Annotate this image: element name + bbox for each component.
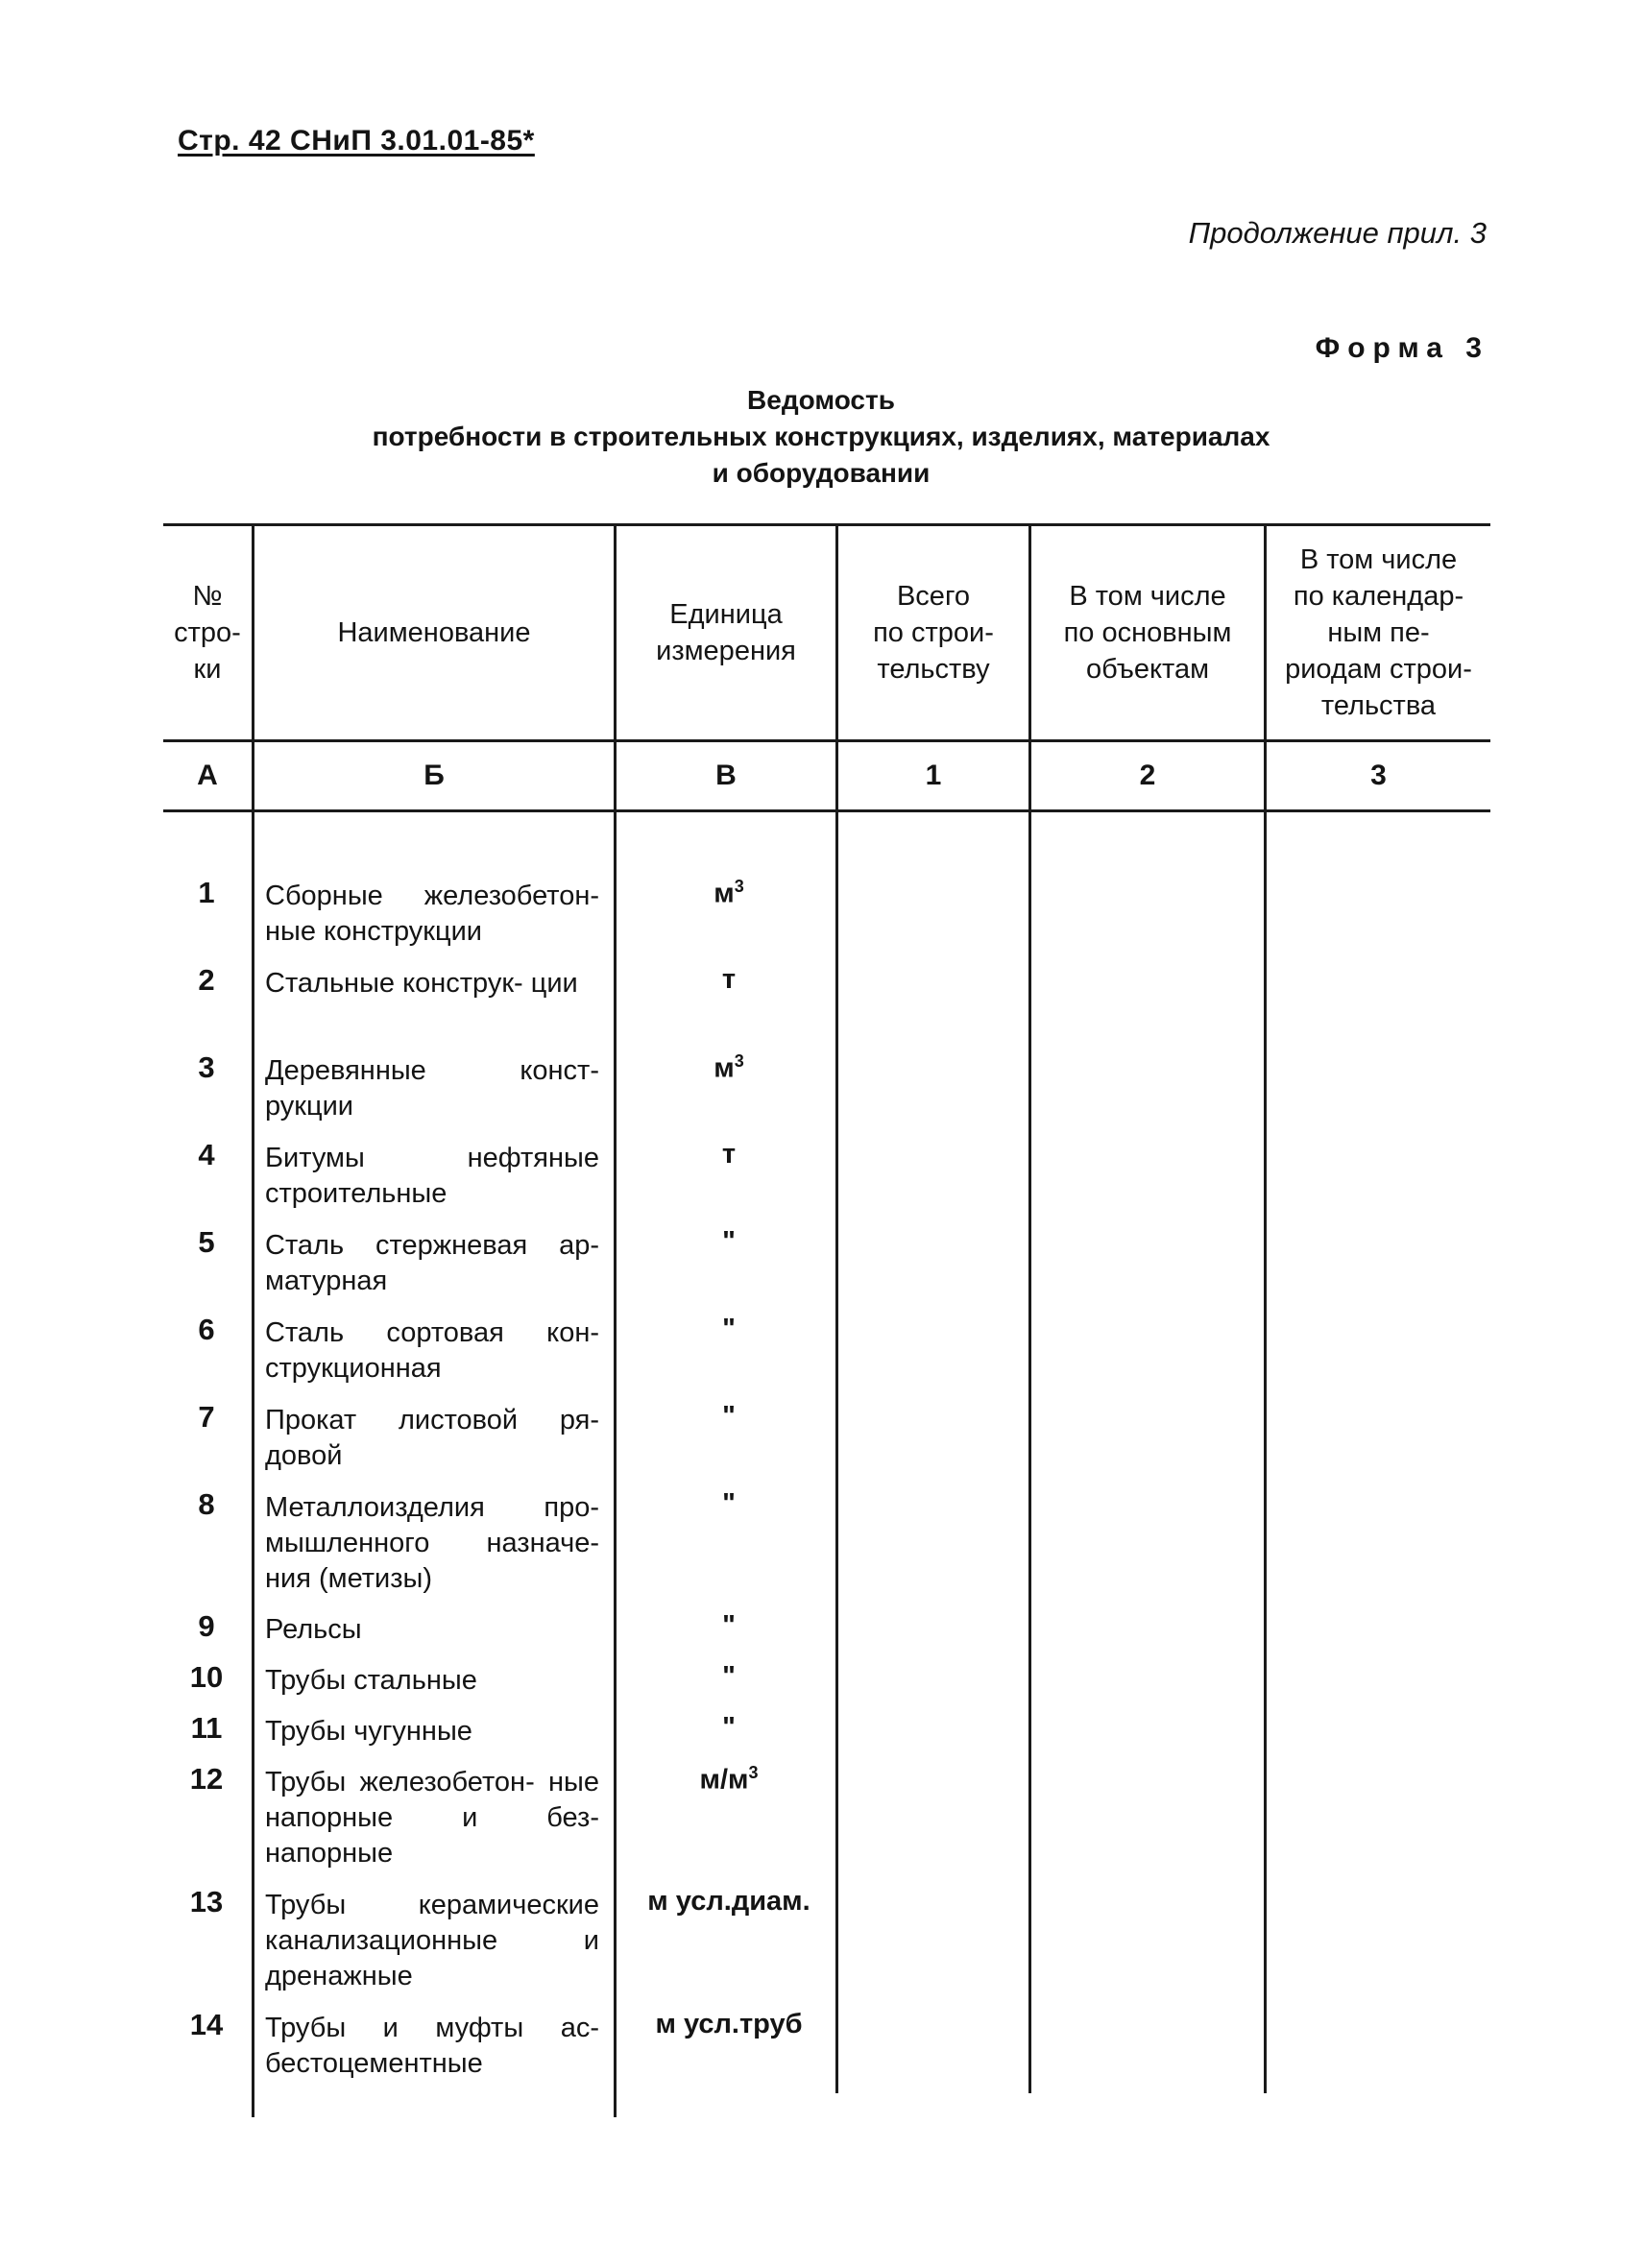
row-number: 13 [189, 1885, 224, 1918]
row-name: Деревянные конст- рукции [265, 1055, 599, 1122]
row-unit: " [722, 1226, 736, 1257]
column-header-line: по строи- [873, 617, 994, 648]
row-number: 12 [189, 1762, 224, 1796]
document-title [288, 382, 1354, 492]
row-number: 9 [198, 1609, 215, 1643]
row-unit: т [721, 1139, 737, 1170]
column-header-line: объектам [1085, 654, 1210, 685]
column-id: 2 [1139, 760, 1156, 791]
column-header [617, 526, 835, 739]
column-header-line: тельства [1320, 690, 1437, 721]
column-header-line: Наименование [337, 617, 531, 648]
row-name: Сборные железобетон- ные конструкции [265, 881, 599, 947]
row-unit: т [721, 964, 737, 995]
page-reference: Стр. 42 СНиП 3.01.01-85* [178, 125, 535, 157]
row-unit: " [722, 1401, 736, 1432]
row-number: 7 [198, 1400, 215, 1434]
column-header [1267, 526, 1490, 739]
row-name: Трубы керамические канализационные и дренажные [265, 1890, 599, 1991]
column-header-line: измерения [656, 636, 796, 666]
column-header [254, 526, 614, 739]
column-id: 1 [925, 760, 942, 791]
row-number: 8 [198, 1487, 215, 1521]
column-header-line: стро- [174, 617, 241, 648]
row-name: Трубы чугунные [265, 1716, 472, 1747]
column-header [1031, 526, 1264, 739]
column-header-line: Всего [896, 581, 971, 612]
row-number: 4 [198, 1138, 215, 1171]
column-header-line: по календар- [1293, 581, 1464, 612]
row-number: 2 [198, 963, 215, 997]
table-rule-ids [163, 809, 1490, 812]
continuation-note: Продолжение прил. 3 [1188, 216, 1487, 250]
row-number: 14 [189, 2008, 224, 2041]
row-number: 10 [189, 1660, 224, 1694]
row-name: Металлоизделия про- мышленного назначе- ния (метизы) [265, 1492, 599, 1594]
row-name: Трубы и муфты ас- бестоцементные [265, 2013, 599, 2079]
title-line: и оборудовании [712, 458, 931, 488]
row-unit: " [722, 1314, 736, 1344]
row-number: 6 [198, 1313, 215, 1346]
title-line: Ведомость [747, 385, 895, 415]
form-label: Форма 3 [1315, 332, 1489, 364]
row-name: Стальные конструк- ции [265, 968, 578, 999]
column-id: 3 [1370, 760, 1387, 791]
column-header-line: ки [193, 654, 222, 685]
row-name: Трубы железобетон- ные напорные и без- напорные [265, 1767, 599, 1869]
column-header [163, 526, 252, 739]
row-unit: $м/м^3$ [699, 1763, 759, 1796]
column-header-line: В том числе [1069, 581, 1226, 612]
row-unit: " [722, 1488, 736, 1519]
column-id: Б [423, 760, 445, 791]
row-number: 5 [198, 1225, 215, 1259]
row-unit: $м^3$ [714, 1051, 744, 1084]
row-number: 1 [198, 876, 215, 909]
row-unit: $м^3$ [714, 877, 744, 909]
title-line: потребности в строительных конструкциях, изделиях, материалах [372, 422, 1270, 451]
row-unit: " [722, 1712, 736, 1743]
row-name: Сталь стержневая ар- матурная [265, 1230, 599, 1296]
column-header-line: № [192, 581, 223, 612]
row-unit: " [722, 1610, 736, 1641]
column-header-line: тельству [877, 654, 990, 685]
row-name: Сталь сортовая кон- струкционная [265, 1317, 599, 1384]
row-unit: м усл.диам. [647, 1886, 810, 1917]
column-header-line: В том числе [1299, 544, 1458, 575]
column-header-line: по основным [1063, 617, 1232, 648]
row-name: Прокат листовой ря- довой [265, 1405, 599, 1471]
column-header-line: ным пе- [1327, 617, 1430, 648]
column-header-line: Единица [669, 599, 783, 630]
column-id: А [197, 760, 218, 791]
row-name: Рельсы [265, 1614, 362, 1645]
row-number: 11 [190, 1711, 223, 1745]
column-id: В [715, 760, 737, 791]
row-unit: " [722, 1661, 736, 1692]
row-number: 3 [198, 1050, 215, 1084]
row-name: Трубы стальные [265, 1665, 477, 1696]
column-header-line: риодам строи- [1285, 654, 1472, 685]
row-name: Битумы нефтяные строительные [265, 1143, 599, 1209]
column-header [838, 526, 1028, 739]
row-unit: м усл.труб [655, 2009, 803, 2039]
